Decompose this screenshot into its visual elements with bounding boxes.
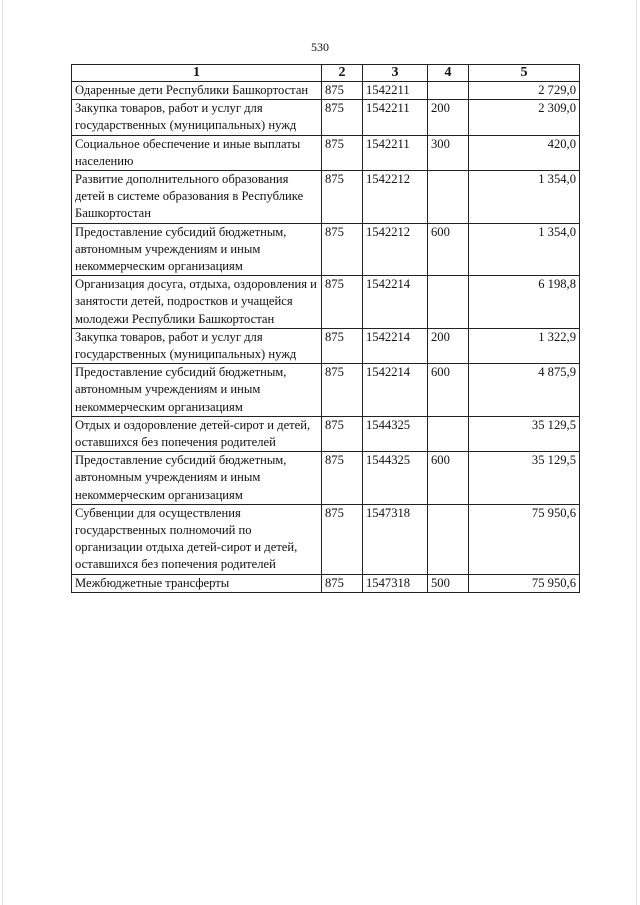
row-target-code: 1544325	[363, 452, 428, 505]
row-amount: 420,0	[469, 135, 580, 170]
row-ministry-code: 875	[322, 328, 363, 363]
row-name: Организация досуга, отдыха, оздоровления и занятости детей, подростков и учащейся молодежи Республики Башкортостан	[72, 276, 322, 329]
row-expense-type: 600	[428, 364, 469, 417]
row-expense-type	[428, 82, 469, 100]
row-ministry-code: 875	[322, 574, 363, 592]
table-row	[72, 223, 580, 276]
row-amount: 75 950,6	[469, 574, 580, 592]
row-expense-type: 500	[428, 574, 469, 592]
right-scan-edge	[636, 0, 637, 905]
table-row	[72, 135, 580, 170]
row-name: Предоставление субсидий бюджетным, автономным учреждениям и иным некоммерческим организациям	[72, 223, 322, 276]
column-header-5: 5	[469, 65, 580, 82]
table-row	[72, 171, 580, 224]
row-amount: 35 129,5	[469, 416, 580, 451]
row-expense-type: 600	[428, 223, 469, 276]
table-row	[72, 452, 580, 505]
page-number: 530	[311, 40, 329, 54]
row-amount: 1 354,0	[469, 223, 580, 276]
row-ministry-code: 875	[322, 171, 363, 224]
row-ministry-code: 875	[322, 135, 363, 170]
table-header-row	[72, 65, 580, 82]
table-row	[72, 82, 580, 100]
row-amount: 1 354,0	[469, 171, 580, 224]
row-target-code: 1542214	[363, 276, 428, 329]
table-row	[72, 504, 580, 574]
row-name: Предоставление субсидий бюджетным, автономным учреждениям и иным некоммерческим организациям	[72, 452, 322, 505]
row-ministry-code: 875	[322, 416, 363, 451]
column-header-4: 4	[428, 65, 469, 82]
table-row	[72, 276, 580, 329]
row-ministry-code: 875	[322, 276, 363, 329]
row-name: Отдых и оздоровление детей-сирот и детей, оставшихся без попечения родителей	[72, 416, 322, 451]
row-target-code: 1542212	[363, 223, 428, 276]
row-expense-type: 600	[428, 452, 469, 505]
row-amount: 2 729,0	[469, 82, 580, 100]
row-amount: 35 129,5	[469, 452, 580, 505]
table-row	[72, 574, 580, 592]
row-ministry-code: 875	[322, 100, 363, 135]
left-scan-edge	[2, 0, 3, 905]
row-amount: 6 198,8	[469, 276, 580, 329]
row-target-code: 1542211	[363, 82, 428, 100]
row-target-code: 1544325	[363, 416, 428, 451]
row-target-code: 1542214	[363, 328, 428, 363]
table-row	[72, 416, 580, 451]
row-expense-type	[428, 171, 469, 224]
row-target-code: 1547318	[363, 504, 428, 574]
column-header-3: 3	[363, 65, 428, 82]
row-expense-type	[428, 276, 469, 329]
table-row	[72, 364, 580, 417]
row-ministry-code: 875	[322, 82, 363, 100]
row-amount: 2 309,0	[469, 100, 580, 135]
row-amount: 4 875,9	[469, 364, 580, 417]
row-expense-type: 200	[428, 100, 469, 135]
row-target-code: 1542211	[363, 100, 428, 135]
table-row	[72, 328, 580, 363]
row-amount: 75 950,6	[469, 504, 580, 574]
row-name: Развитие дополнительного образования детей в системе образования в Республике Башкортостан	[72, 171, 322, 224]
row-amount: 1 322,9	[469, 328, 580, 363]
row-target-code: 1542212	[363, 171, 428, 224]
row-ministry-code: 875	[322, 504, 363, 574]
row-expense-type	[428, 504, 469, 574]
budget-table	[71, 64, 580, 593]
row-target-code: 1542214	[363, 364, 428, 417]
row-name: Закупка товаров, работ и услуг для государственных (муниципальных) нужд	[72, 100, 322, 135]
row-ministry-code: 875	[322, 223, 363, 276]
row-name: Субвенции для осуществления государственных полномочий по организации отдыха детей-сирот и детей, оставшихся без попечения родителей	[72, 504, 322, 574]
row-ministry-code: 875	[322, 364, 363, 417]
row-name: Межбюджетные трансферты	[72, 574, 322, 592]
row-target-code: 1542211	[363, 135, 428, 170]
row-expense-type: 300	[428, 135, 469, 170]
table-row	[72, 100, 580, 135]
row-ministry-code: 875	[322, 452, 363, 505]
column-header-2: 2	[322, 65, 363, 82]
row-name: Предоставление субсидий бюджетным, автономным учреждениям и иным некоммерческим организациям	[72, 364, 322, 417]
column-header-1: 1	[72, 65, 322, 82]
row-target-code: 1547318	[363, 574, 428, 592]
row-name: Закупка товаров, работ и услуг для государственных (муниципальных) нужд	[72, 328, 322, 363]
row-expense-type: 200	[428, 328, 469, 363]
row-name: Одаренные дети Республики Башкортостан	[72, 82, 322, 100]
row-name: Социальное обеспечение и иные выплаты населению	[72, 135, 322, 170]
row-expense-type	[428, 416, 469, 451]
